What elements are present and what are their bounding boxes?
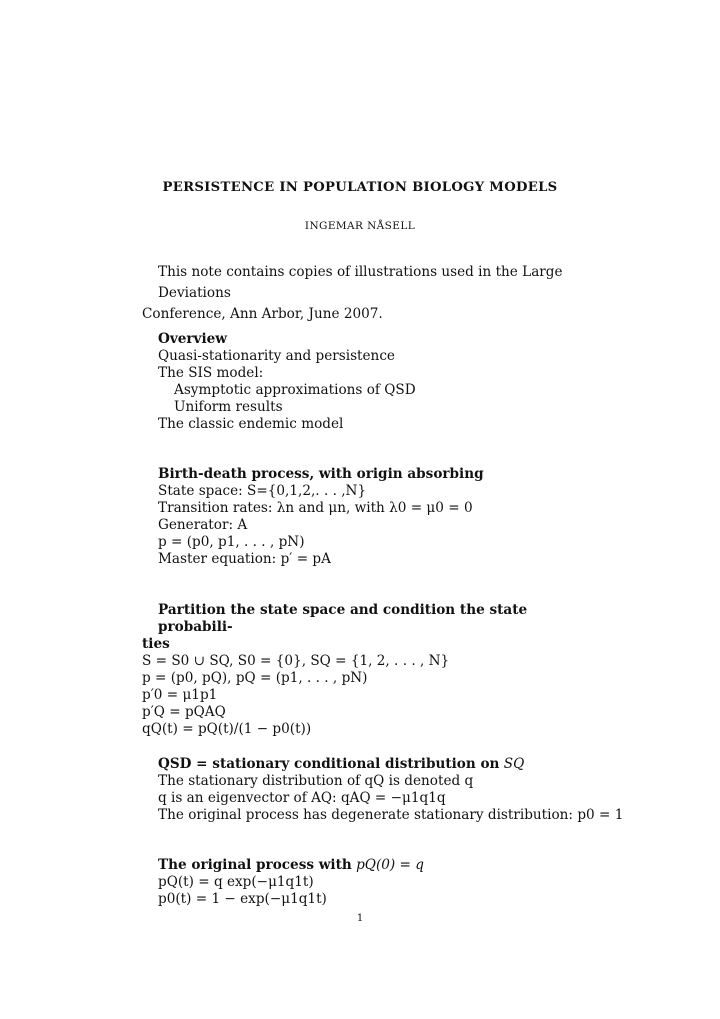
intro-line-1: This note contains copies of illustrations used in the Large Deviations — [158, 264, 563, 301]
partition-line: S = S0 ∪ SQ, S0 = {0}, SQ = {1, 2, . . . , N} — [142, 653, 450, 669]
original-process-section — [158, 857, 424, 908]
overview-item: Quasi-stationarity and persistence — [158, 348, 395, 364]
overview-item: The classic endemic model — [158, 416, 344, 432]
overview-section — [158, 331, 416, 433]
original-process-line: pQ(t) = q exp(−μ1q1t) — [158, 874, 314, 890]
birth-death-line: Generator: A — [158, 517, 248, 533]
partition-heading-line-1: Partition the state space and condition the state probabili- — [158, 602, 528, 635]
overview-item: The SIS model: — [158, 365, 264, 381]
original-process-line: p0(t) = 1 − exp(−μ1q1t) — [158, 891, 327, 907]
birth-death-line: p = (p0, p1, . . . , pN) — [158, 534, 305, 550]
overview-heading: Overview — [158, 331, 227, 347]
overview-subitem: Asymptotic approximations of QSD — [174, 382, 416, 398]
qsd-line: The original process has degenerate stationary distribution: p0 = 1 — [158, 807, 624, 823]
partition-line: p′Q = pQAQ — [142, 704, 226, 720]
page-number: 1 — [356, 913, 364, 924]
intro-paragraph — [142, 262, 582, 325]
birth-death-line: Transition rates: λn and μn, with λ0 = μ0 = 0 — [158, 500, 473, 516]
partition-line: qQ(t) = pQ(t)/(1 − p0(t)) — [142, 721, 312, 737]
partition-section — [142, 602, 587, 738]
birth-death-section — [158, 466, 484, 568]
paper-author: INGEMAR NÅSELL — [304, 220, 416, 232]
paper-title: PERSISTENCE IN POPULATION BIOLOGY MODELS — [162, 180, 558, 195]
intro-line-2: Conference, Ann Arbor, June 2007. — [142, 306, 383, 322]
partition-line: p = (p0, pQ), pQ = (p1, . . . , pN) — [142, 670, 368, 686]
original-process-heading: The original process with — [158, 857, 352, 873]
qsd-heading: QSD = stationary conditional distribution on — [158, 756, 500, 772]
partition-line: p′0 = μ1p1 — [142, 687, 218, 703]
birth-death-heading: Birth-death process, with origin absorbing — [158, 466, 484, 482]
birth-death-line: Master equation: p′ = pA — [158, 551, 331, 567]
overview-subitem: Uniform results — [174, 399, 283, 415]
qsd-section — [158, 756, 623, 824]
partition-heading-line-2: ties — [142, 636, 170, 652]
original-process-heading-math: pQ(0) = q — [356, 857, 424, 873]
birth-death-line: State space: S={0,1,2,. . . ,N} — [158, 483, 367, 499]
qsd-heading-math: SQ — [503, 756, 525, 772]
qsd-line: The stationary distribution of qQ is denoted q — [158, 773, 474, 789]
qsd-line: q is an eigenvector of AQ: qAQ = −μ1q1q — [158, 790, 446, 806]
